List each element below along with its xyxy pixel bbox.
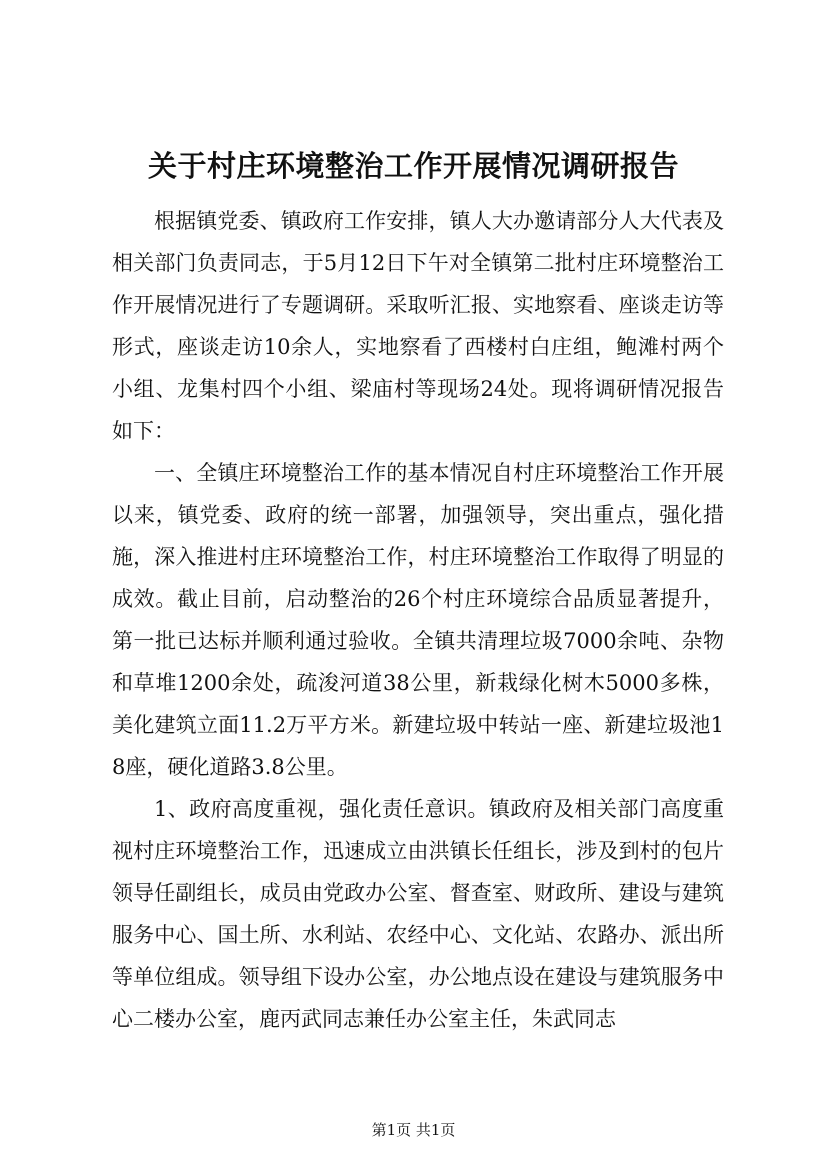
document-body	[112, 200, 724, 1040]
paragraph-intro: 根据镇党委、镇政府工作安排，镇人大办邀请部分人大代表及相关部门负责同志，于5月12日下午对全镇第二批村庄环境整治工作开展情况进行了专题调研。采取听汇报、实地察看、座谈走访等形式，座谈走访10余人，实地察看了西楼村白庄组，鲍滩村两个小组、龙集村四个小组、梁庙村等现场24处。现将调研情况报告如下：	[112, 209, 724, 443]
page-number-footer: 第1页 共1页	[371, 1121, 456, 1139]
paragraph-section-1: 一、全镇庄环境整治工作的基本情况自村庄环境整治工作开展以来，镇党委、政府的统一部署，加强领导，突出重点，强化措施，深入推进村庄环境整治工作，村庄环境整治工作取得了明显的成效。截止目前，启动整治的26个村庄环境综合品质显著提升，第一批已达标并顺利通过验收。全镇共清理垃圾7000余吨、杂物和草堆1200余处，疏浚河道38公里，新栽绿化树木5000多株，美化建筑立面11.2万平方米。新建垃圾中转站一座、新建垃圾池18座，硬化道路3.8公里。	[112, 461, 724, 779]
paragraph-item-1: 1、政府高度重视，强化责任意识。镇政府及相关部门高度重视村庄环境整治工作，迅速成立由洪镇长任组长，涉及到村的包片领导任副组长，成员由党政办公室、督查室、财政所、建设与建筑服务中心、国土所、水利站、农经中心、文化站、农路办、派出所等单位组成。领导组下设办公室，办公地点设在建设与建筑服务中心二楼办公室，鹿丙武同志兼任办公室主任，朱武同志	[112, 797, 724, 1031]
document-title: 关于村庄环境整治工作开展情况调研报告	[147, 149, 679, 183]
